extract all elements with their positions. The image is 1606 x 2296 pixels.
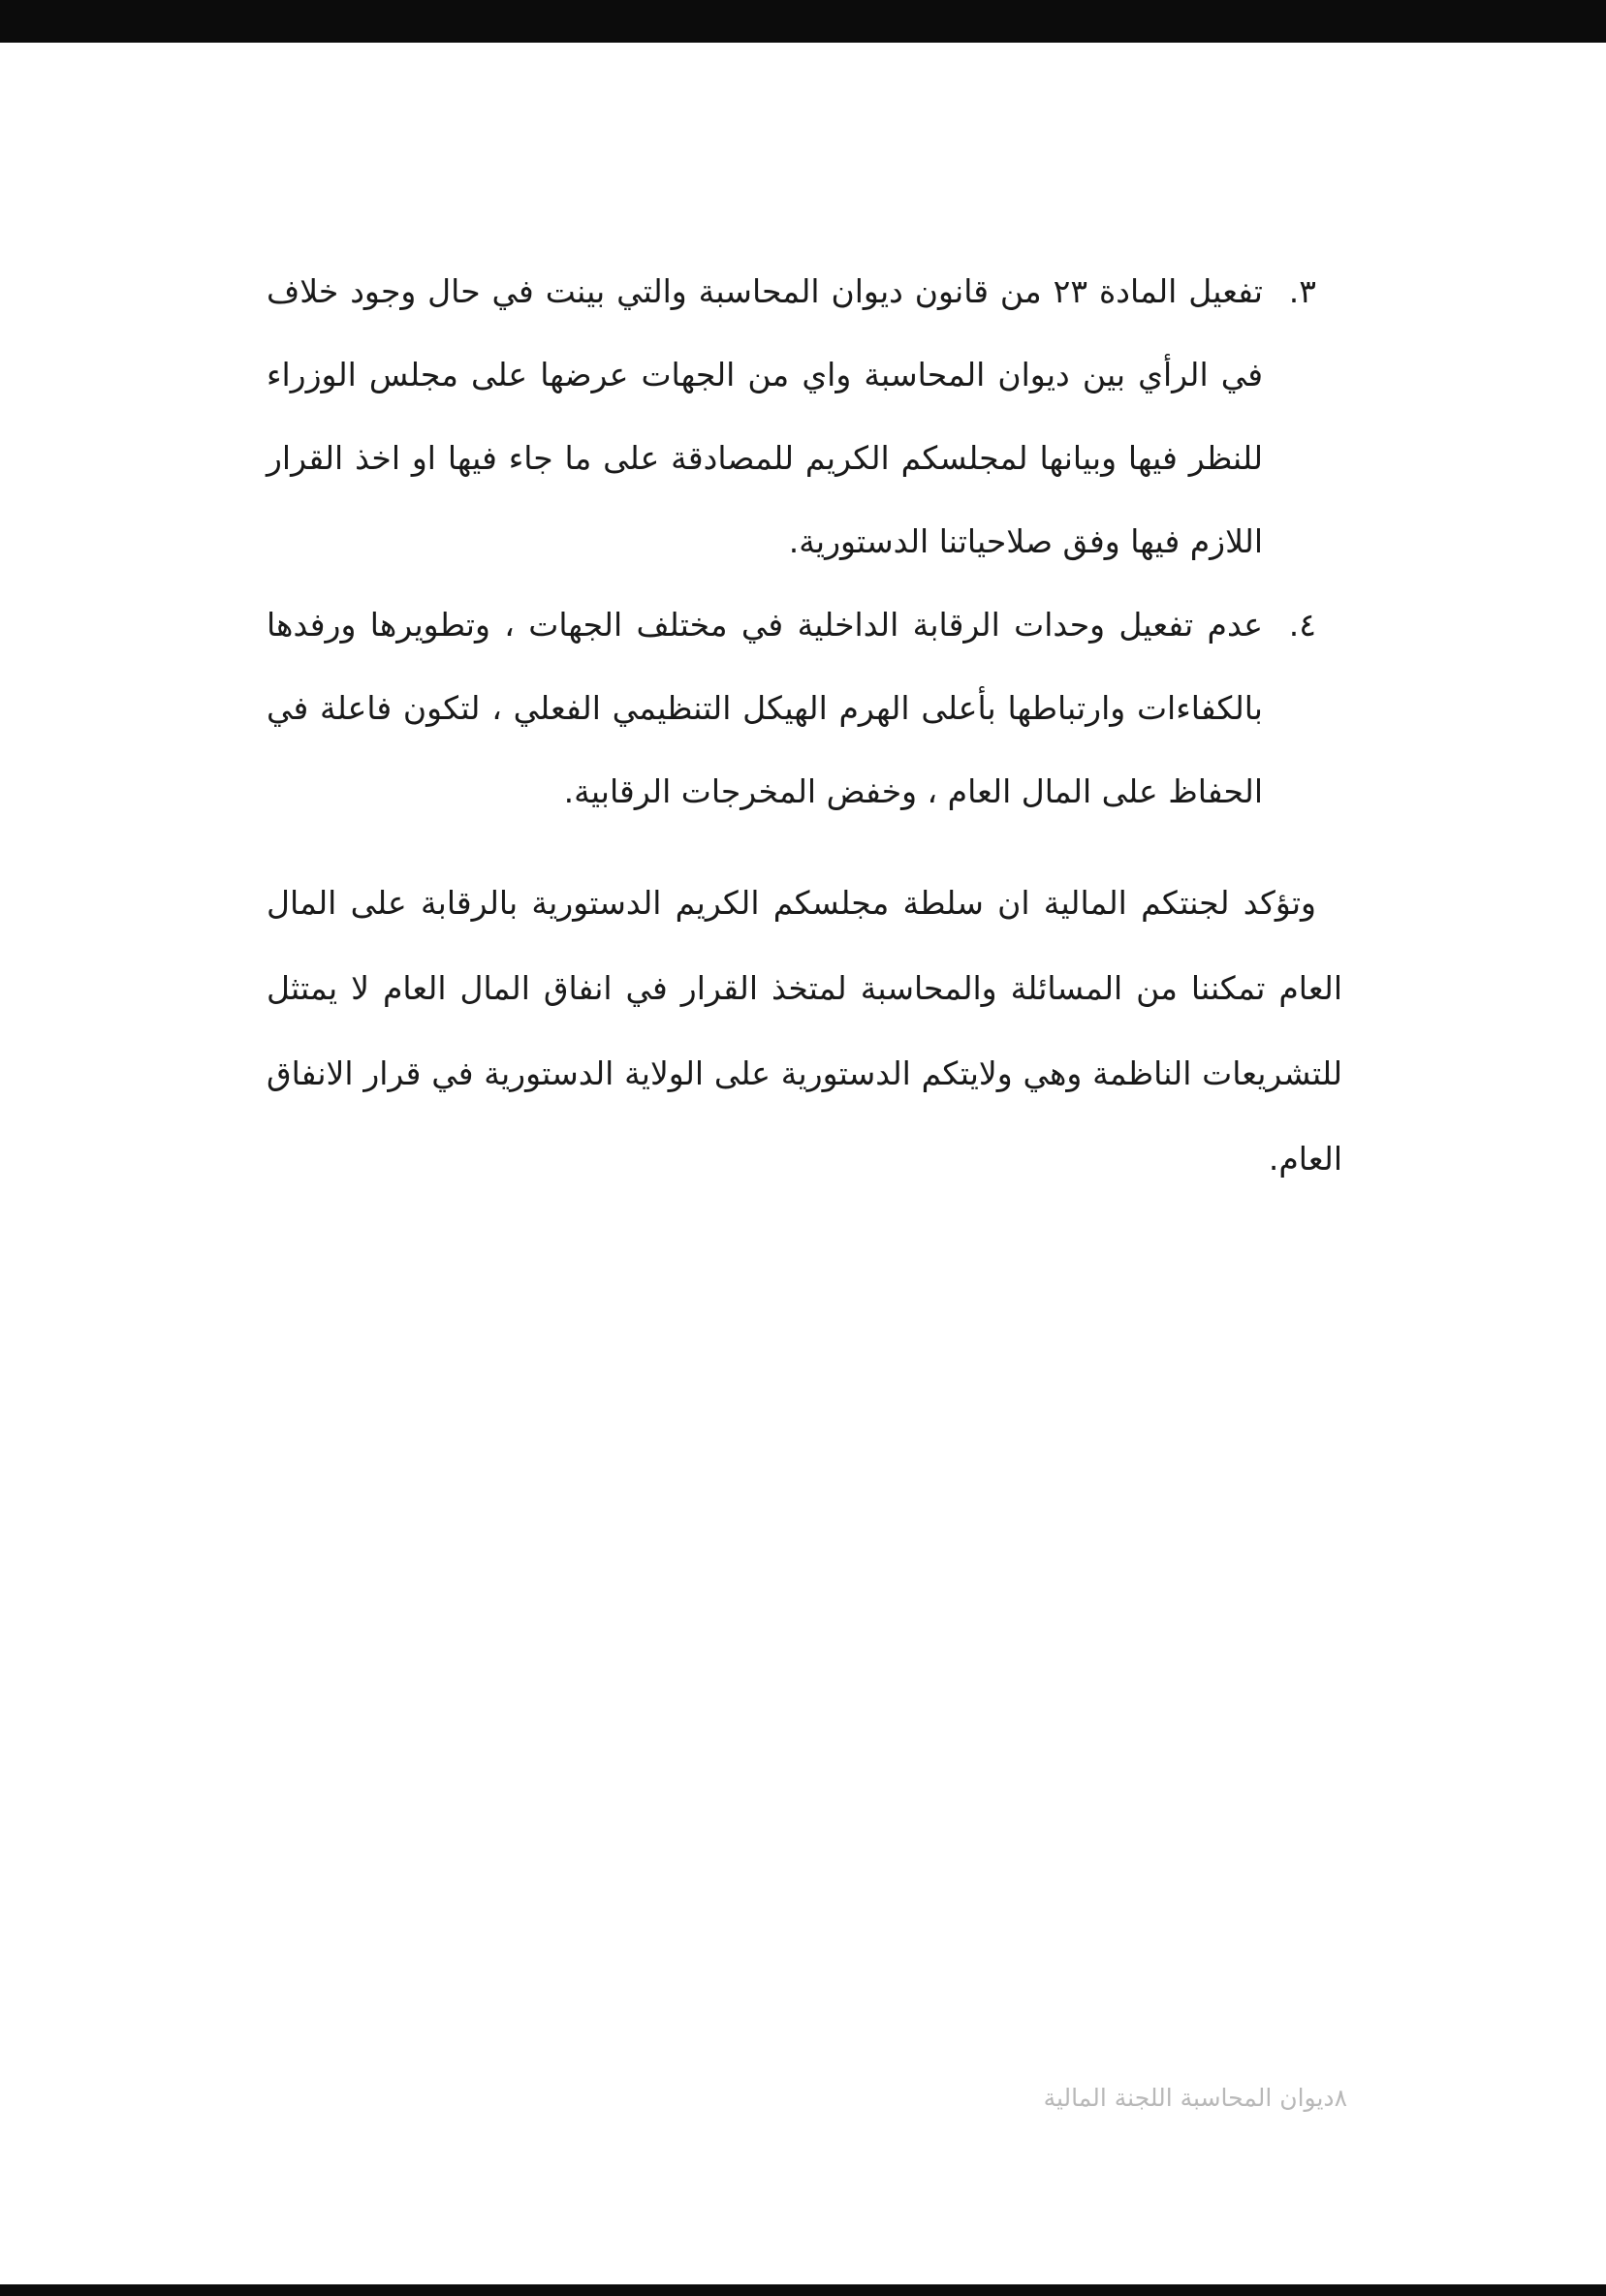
list-item-text: تفعيل المادة ٢٣ من قانون ديوان المحاسبة والتي بينت في حال وجود خلاف في الرأي بين ديوان المحاسبة واي من الجهات عرضها على مجلس الوزراء للنظر فيها وبيانها لمجلسكم الكريم للمصادقة على ما جاء فيها او اخذ القرار اللازم فيها وفق صلاحياتنا الدستورية. [267,272,1263,560]
list-item-3 [267,250,1316,583]
page-footer [834,2084,1347,2112]
footer-text: ديوان المحاسبة اللجنة المالية [1043,2084,1335,2112]
page-number: ٨ [1334,2084,1347,2112]
list-item-number: ٤. [1288,606,1316,644]
list-item-4 [267,583,1316,833]
document-body [267,250,1342,1202]
list-item-number: ٣. [1288,272,1316,310]
scan-top-border [0,0,1606,43]
closing-paragraph: وتؤكد لجنتكم المالية ان سلطة مجلسكم الكريم الدستورية بالرقابة على المال العام تمكننا من المسائلة والمحاسبة لمتخذ القرار في انفاق المال العام لا يمتثل للتشريعات الناظمة وهي ولايتكم الدستورية على الولاية الدستورية في قرار الانفاق العام. [267,884,1342,1178]
list-item-text: عدم تفعيل وحدات الرقابة الداخلية في مختلف الجهات ، وتطويرها ورفدها بالكفاءات وارتباطها بأعلى الهرم الهيكل التنظيمي الفعلي ، لتكون فاعلة في الحفاظ على المال العام ، وخفض المخرجات الرقابية. [267,606,1263,810]
scan-bottom-border [0,2284,1606,2296]
